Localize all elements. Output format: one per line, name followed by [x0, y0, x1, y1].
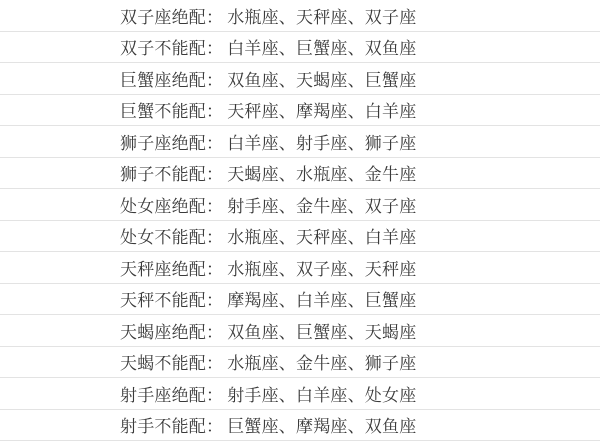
list-item — [0, 315, 600, 347]
list-item-value: 水瓶座、天秤座、双子座 — [227, 3, 416, 28]
list-item-label: 射手座绝配： — [120, 381, 223, 406]
list-item-value: 白羊座、射手座、狮子座 — [227, 129, 416, 154]
list-item-label: 天秤不能配： — [120, 286, 223, 311]
list-item-value: 水瓶座、金牛座、狮子座 — [227, 349, 416, 374]
list-item — [0, 284, 600, 316]
list-item — [0, 32, 600, 64]
list-item-label: 狮子座绝配： — [120, 129, 223, 154]
list-item-value: 白羊座、巨蟹座、双鱼座 — [227, 34, 416, 59]
list-item-value: 双鱼座、巨蟹座、天蝎座 — [227, 318, 416, 343]
list-item-label: 巨蟹不能配： — [120, 97, 223, 122]
list-item-label: 天蝎不能配： — [120, 349, 223, 374]
list-item-label: 双子不能配： — [120, 34, 223, 59]
list-item-value: 天秤座、摩羯座、白羊座 — [227, 97, 416, 122]
list-item — [0, 378, 600, 410]
list-item — [0, 63, 600, 95]
list-item-value: 天蝎座、水瓶座、金牛座 — [227, 160, 416, 185]
list-item — [0, 410, 600, 441]
list-item — [0, 189, 600, 221]
list-item — [0, 95, 600, 127]
list-item-label: 天秤座绝配： — [120, 255, 223, 280]
list-item-value: 水瓶座、双子座、天秤座 — [227, 255, 416, 280]
list-item-value: 摩羯座、白羊座、巨蟹座 — [227, 286, 416, 311]
list-item-value: 射手座、白羊座、处女座 — [227, 381, 416, 406]
list-item-label: 处女不能配： — [120, 223, 223, 248]
list-item — [0, 126, 600, 158]
list-item — [0, 0, 600, 32]
list-item-label: 巨蟹座绝配： — [120, 66, 223, 91]
list-item-label: 双子座绝配： — [120, 3, 223, 28]
list-item — [0, 221, 600, 253]
list-item-label: 处女座绝配： — [120, 192, 223, 217]
list-item-value: 射手座、金牛座、双子座 — [227, 192, 416, 217]
list-item — [0, 158, 600, 190]
list-item-label: 天蝎座绝配： — [120, 318, 223, 343]
list-item — [0, 347, 600, 379]
list-item — [0, 252, 600, 284]
list-item-value: 巨蟹座、摩羯座、双鱼座 — [227, 412, 416, 437]
list-item-label: 狮子不能配： — [120, 160, 223, 185]
list-item-value: 双鱼座、天蝎座、巨蟹座 — [227, 66, 416, 91]
list-item-label: 射手不能配： — [120, 412, 223, 437]
list-item-value: 水瓶座、天秤座、白羊座 — [227, 223, 416, 248]
